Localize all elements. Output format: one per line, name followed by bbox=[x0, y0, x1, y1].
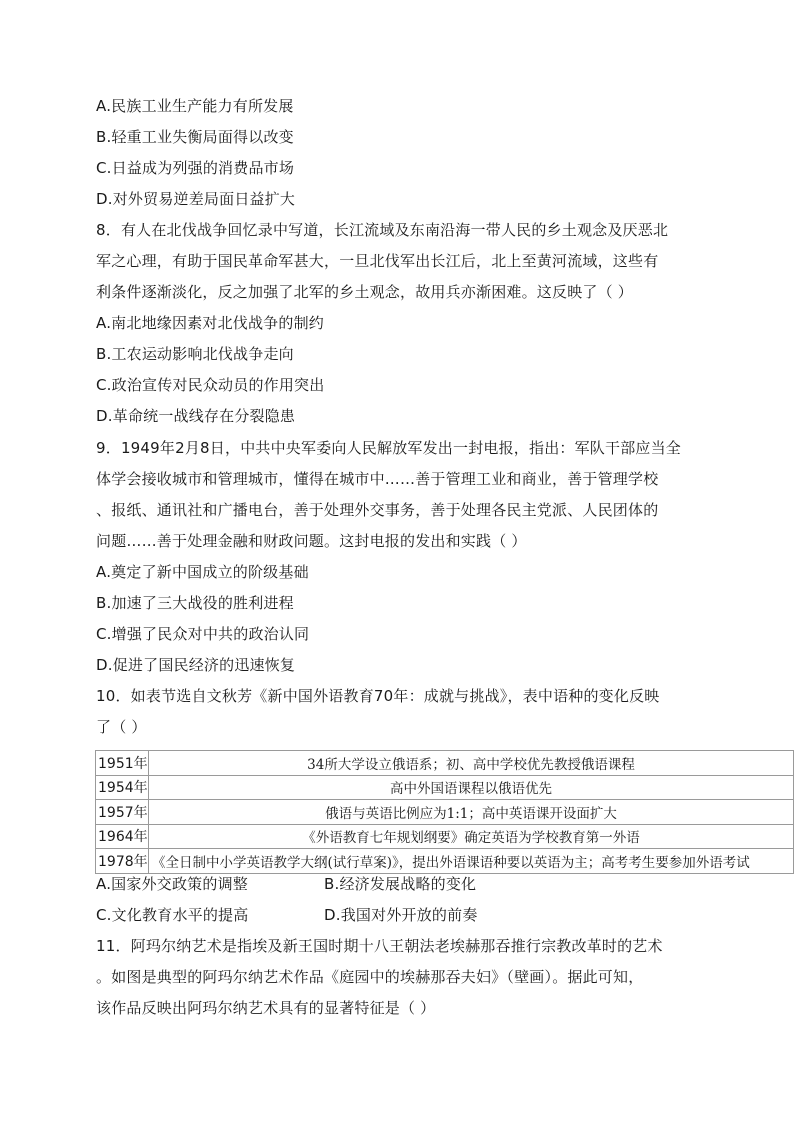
table-year-cell: 1954年 bbox=[96, 775, 149, 800]
q11-stem-line: 该作品反映出阿玛尔纳艺术具有的显著特征是（ ） bbox=[96, 999, 436, 1017]
q8-option-c: C.政治宣传对民众动员的作用突出 bbox=[96, 376, 325, 394]
table-row bbox=[96, 824, 794, 849]
q9-stem-line: 体学会接收城市和管理城市，懂得在城市中……善于管理工业和商业，善于管理学校 bbox=[96, 470, 659, 488]
table-content-cell: 《外语教育七年规划纲要》确定英语为学校教育第一外语 bbox=[149, 824, 794, 849]
q8-option-a: A.南北地缘因素对北伐战争的制约 bbox=[96, 314, 324, 332]
q8-option-b: B.工农运动影响北伐战争走向 bbox=[96, 345, 294, 363]
q8-stem-line: 利条件逐渐淡化，反之加强了北军的乡土观念，故用兵亦渐困难。这反映了（ ） bbox=[96, 283, 633, 301]
table-content-cell: 34所大学设立俄语系；初、高中学校优先教授俄语课程 bbox=[149, 751, 794, 776]
q10-stem-line: 了（ ） bbox=[96, 718, 147, 736]
table-year-cell: 1951年 bbox=[96, 751, 149, 776]
table-year-cell: 1964年 bbox=[96, 824, 149, 849]
q7-option-b: B.轻重工业失衡局面得以改变 bbox=[96, 128, 294, 146]
q7-option-a: A.民族工业生产能力有所发展 bbox=[96, 97, 294, 115]
table-content-cell: 《全日制中小学英语教学大纲(试行草案)》，提出外语课语种要以英语为主；高考考生要参加外语考试 bbox=[149, 849, 794, 874]
q10-option-c: C.文化教育水平的提高 bbox=[96, 906, 249, 924]
q9-stem-line: 9．1949年2月8日，中共中央军委向人民解放军发出一封电报，指出：军队干部应当全 bbox=[96, 439, 682, 457]
q10-option-a: A.国家外交政策的调整 bbox=[96, 875, 248, 893]
table-content-cell: 高中外国语课程以俄语优先 bbox=[149, 775, 794, 800]
q9-option-a: A.奠定了新中国成立的阶级基础 bbox=[96, 563, 309, 581]
table-year-cell: 1957年 bbox=[96, 800, 149, 825]
q8-stem-line: 军之心理，有助于国民革命军甚大，一旦北伐军出长江后，北上至黄河流域，这些有 bbox=[96, 252, 659, 270]
table-row bbox=[96, 800, 794, 825]
language-policy-table bbox=[95, 750, 794, 874]
q9-stem-line: 问题……善于处理金融和财政问题。这封电报的发出和实践（ ） bbox=[96, 532, 527, 550]
q10-option-b: B.经济发展战略的变化 bbox=[324, 875, 477, 893]
q7-option-d: D.对外贸易逆差局面日益扩大 bbox=[96, 190, 296, 208]
table-year-cell: 1978年 bbox=[96, 849, 149, 874]
table-content-cell: 俄语与英语比例应为1:1；高中英语课开设面扩大 bbox=[149, 800, 794, 825]
q10-stem-line: 10．如表节选自文秋芳《新中国外语教育70年：成就与挑战》，表中语种的变化反映 bbox=[96, 687, 660, 705]
q10-options-row bbox=[96, 874, 477, 894]
q8-option-d: D.革命统一战线存在分裂隐患 bbox=[96, 407, 296, 425]
q7-option-c: C.日益成为列强的消费品市场 bbox=[96, 159, 295, 177]
table-row bbox=[96, 751, 794, 776]
table-row bbox=[96, 849, 794, 874]
q11-stem-line: 11．阿玛尔纳艺术是指埃及新王国时期十八王朝法老埃赫那吞推行宗教改革时的艺术 bbox=[96, 937, 663, 955]
q10-option-d: D.我国对外开放的前奏 bbox=[324, 906, 478, 924]
q11-stem-line: 。如图是典型的阿玛尔纳艺术作品《庭园中的埃赫那吞夫妇》（壁画）。据此可知， bbox=[96, 968, 644, 986]
q9-stem-line: 、报纸、通讯社和广播电台，善于处理外交事务，善于处理各民主党派、人民团体的 bbox=[96, 501, 659, 519]
table-row bbox=[96, 775, 794, 800]
q9-option-d: D.促进了国民经济的迅速恢复 bbox=[96, 656, 296, 674]
q9-option-c: C.增强了民众对中共的政治认同 bbox=[96, 625, 310, 643]
q9-option-b: B.加速了三大战役的胜利进程 bbox=[96, 594, 294, 612]
q8-stem-line: 8．有人在北伐战争回忆录中写道，长江流域及东南沿海一带人民的乡土观念及厌恶北 bbox=[96, 221, 669, 239]
q10-options-row bbox=[96, 905, 478, 925]
